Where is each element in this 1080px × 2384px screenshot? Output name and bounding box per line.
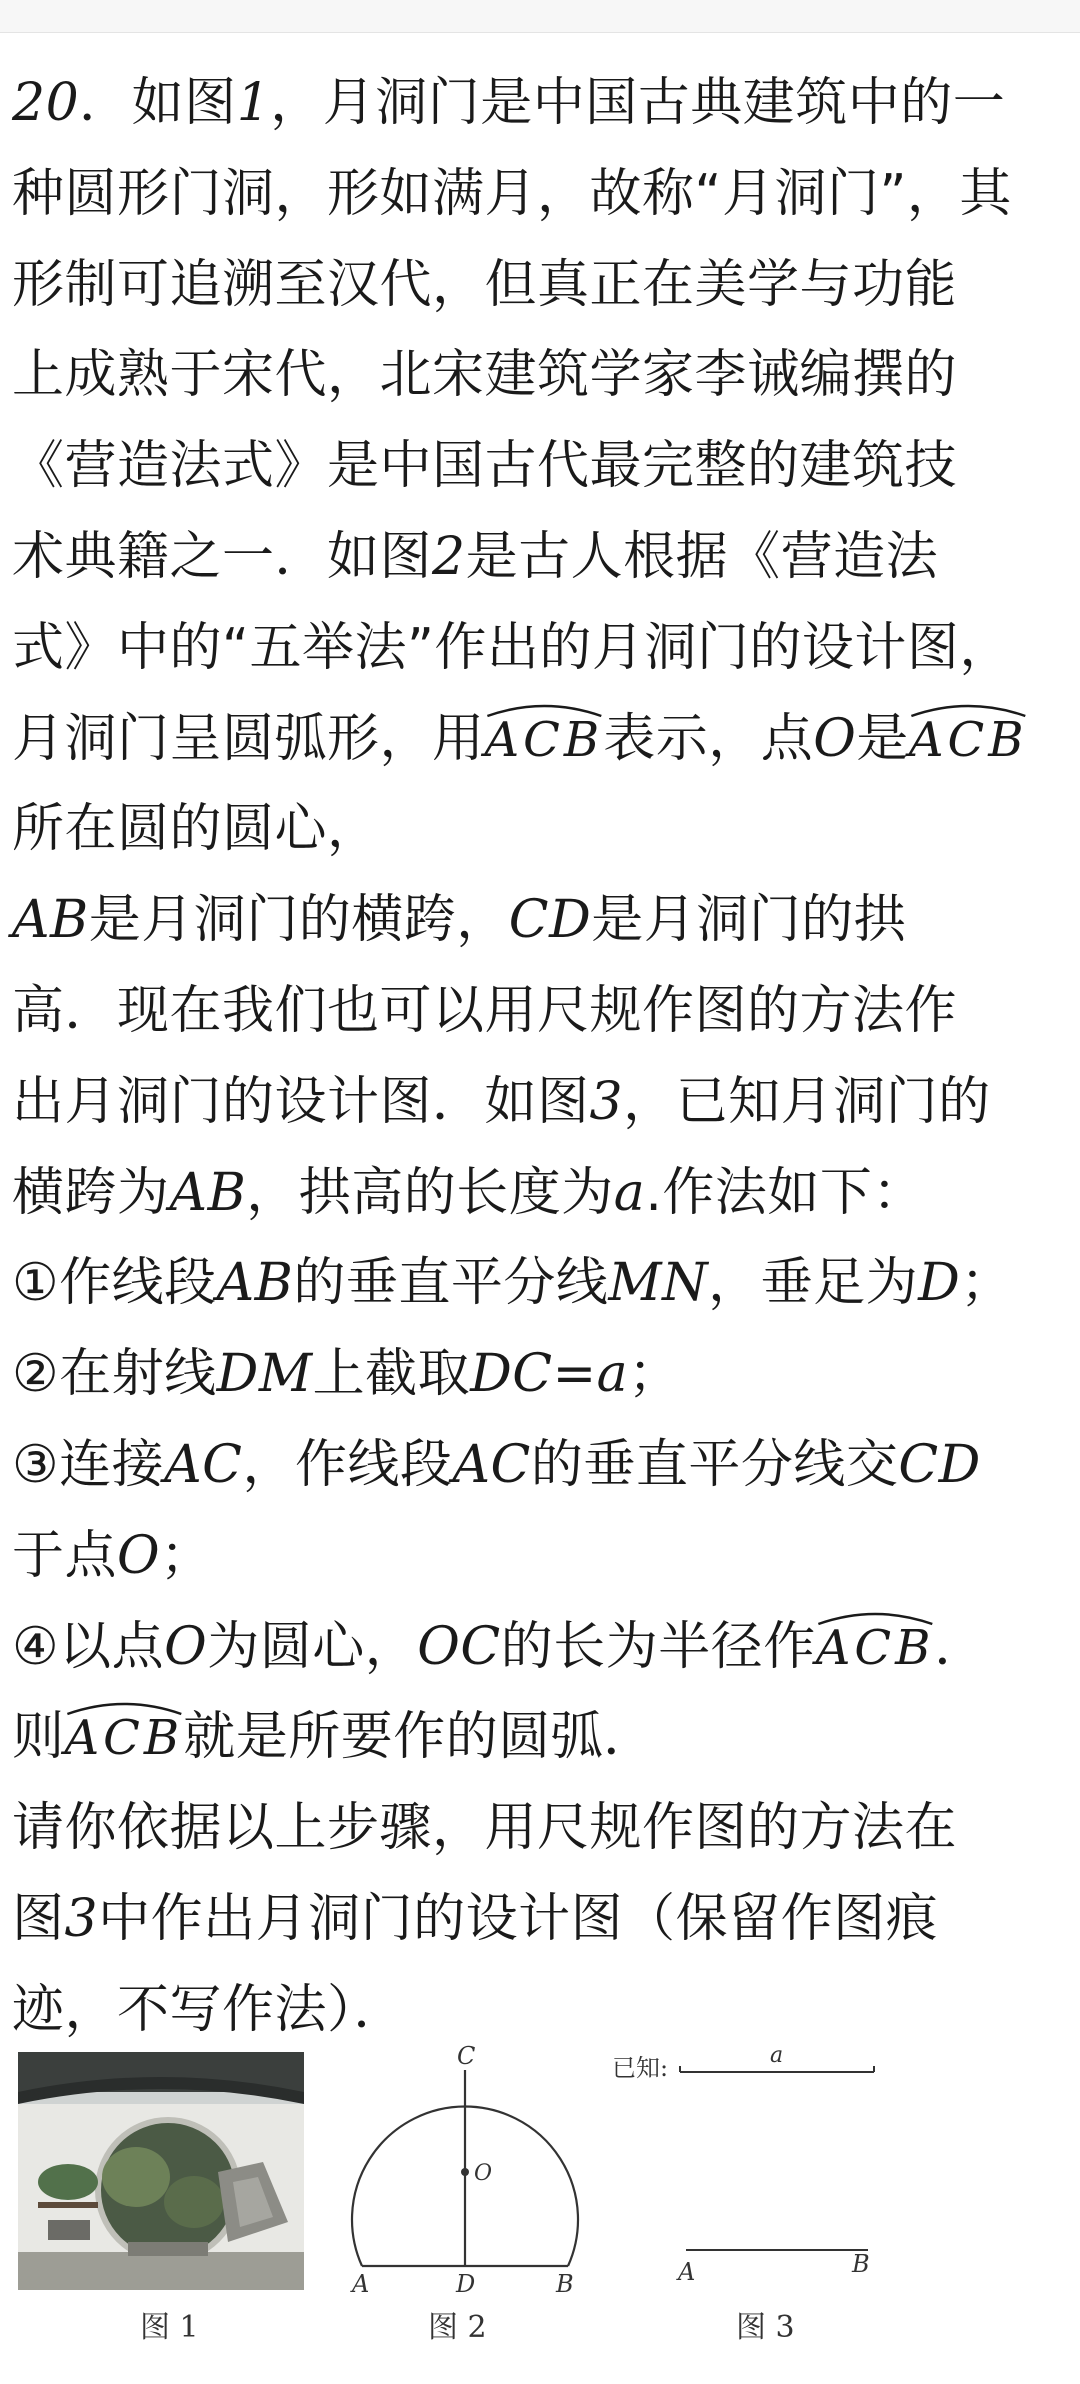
text-line-22: 迹，不写作法）． — [12, 1979, 407, 2040]
math: CD — [898, 1434, 981, 1495]
text-line-14 — [12, 1238, 1068, 1329]
text-line-17 — [12, 1511, 1068, 1602]
math: 3 — [64, 1888, 99, 1949]
text-line-13 — [12, 1148, 1068, 1239]
label-b: B — [556, 2270, 574, 2298]
label-a-point: A — [678, 2258, 696, 2286]
arc-icon — [65, 1700, 184, 1716]
text-line-3: 形制可追溯至汉代，但真正在美学与功能 — [12, 254, 958, 315]
text: 图 — [12, 1888, 65, 1949]
label-a: A — [352, 2270, 370, 2298]
text: ①作线段 — [12, 1253, 217, 1314]
arc-icon — [485, 702, 604, 718]
label-b-point: B — [852, 2250, 870, 2278]
math: CD — [508, 890, 592, 951]
figure-2-diagram — [332, 2040, 612, 2300]
text: ，月洞门是中国古典建筑中的一 — [270, 73, 1006, 133]
text: ，垂足为 — [708, 1253, 919, 1314]
math: ACB — [64, 1710, 184, 1767]
problem-text — [12, 58, 1068, 2056]
top-bar — [0, 0, 1080, 33]
moon-gate-photo — [18, 2052, 304, 2290]
known-label: 已知: — [612, 2054, 669, 2082]
text: 则 — [12, 1707, 65, 1768]
label-d: D — [456, 2270, 476, 2298]
text-line-18 — [12, 1602, 1068, 1693]
math: O — [164, 1616, 208, 1677]
math: O — [813, 708, 857, 769]
text-line-7: 式》中的“五举法”作出的月洞门的设计图， — [12, 617, 1012, 678]
text-line-11: 高．现在我们也可以用尺规作图的方法作 — [12, 980, 958, 1041]
math: OC — [417, 1616, 501, 1677]
text: ，拱高的长度为 — [246, 1162, 614, 1223]
text: ； — [160, 1525, 213, 1586]
problem-number: 20 — [12, 73, 80, 133]
text-line-4: 上成熟于宋代，北宋建筑学家李诫编撰的 — [12, 345, 958, 406]
text: ③连接 — [12, 1434, 165, 1495]
text: 横跨为 — [12, 1162, 170, 1223]
math: AB — [12, 890, 89, 951]
text: ； — [628, 1344, 681, 1405]
math: a — [613, 1162, 646, 1223]
text: 中作出月洞门的设计图（保留作图痕 — [98, 1888, 939, 1949]
math: 3 — [589, 1071, 624, 1132]
text: 就是所要作的圆弧． — [183, 1707, 656, 1768]
center-point — [461, 2168, 469, 2176]
math: AB — [216, 1253, 294, 1314]
math: ACB — [815, 1619, 935, 1676]
math: DM — [216, 1344, 313, 1405]
text: 术典籍之一．如图 — [12, 526, 433, 587]
math: AC — [452, 1434, 531, 1495]
text: 于点 — [12, 1525, 118, 1586]
text: 是 — [856, 708, 909, 769]
math: a — [596, 1344, 629, 1405]
math: D — [918, 1253, 961, 1314]
text-line-8 — [12, 694, 1068, 785]
text-line-2: 种圆形门洞，形如满月，故称“月洞门”，其 — [12, 163, 1012, 224]
text-line-5: 《营造法式》是中国古代最完整的建筑技 — [12, 436, 958, 497]
figure-1-caption: 图 1 — [140, 2310, 199, 2345]
figures-row — [12, 2040, 1072, 2345]
text-line-16 — [12, 1420, 1068, 1511]
text: = — [552, 1344, 597, 1405]
math: O — [117, 1525, 161, 1586]
text: 是月洞门的横跨， — [88, 890, 509, 951]
arc-acb — [908, 711, 1028, 768]
math: 1 — [236, 73, 271, 133]
text-line-19 — [12, 1692, 1068, 1783]
text: 的垂直平分线 — [293, 1253, 609, 1314]
arc-icon — [909, 702, 1028, 718]
text: ； — [960, 1253, 1013, 1314]
text: ．如图 — [79, 73, 237, 133]
text-line-21 — [12, 1874, 1068, 1965]
text-line-15 — [12, 1329, 1068, 1420]
text-line-10 — [12, 875, 1068, 966]
text: 的长为半径作 — [500, 1616, 816, 1677]
text: ，已知月洞门的 — [623, 1071, 991, 1132]
math: ACB — [908, 711, 1028, 768]
arc-acb — [64, 1710, 184, 1767]
math: AB — [169, 1162, 247, 1223]
label-a-length: a — [770, 2043, 784, 2068]
math: MN — [608, 1253, 709, 1314]
figure-3-diagram — [612, 2040, 912, 2300]
text: ，作线段 — [242, 1434, 453, 1495]
text: ②在射线 — [12, 1344, 217, 1405]
label-o: O — [474, 2161, 493, 2186]
text: 的垂直平分线交 — [530, 1434, 899, 1495]
text: ． — [934, 1616, 987, 1677]
math: AC — [164, 1434, 243, 1495]
text: 上截取 — [312, 1344, 471, 1405]
text: 是古人根据《营造法 — [465, 526, 939, 587]
text-line-1 — [12, 58, 1068, 149]
label-c: C — [457, 2042, 476, 2070]
text: 为圆心， — [207, 1616, 418, 1677]
arc-acb — [484, 711, 604, 768]
arc-acb — [815, 1619, 935, 1676]
math: DC — [470, 1344, 553, 1405]
figure-2-caption: 图 2 — [428, 2310, 487, 2345]
text: ④以点 — [12, 1616, 165, 1677]
text-line-9: 所在圆的圆心， — [12, 799, 380, 860]
text: 是月洞门的拱 — [591, 890, 907, 951]
text: .作法如下： — [645, 1162, 925, 1223]
text: 表示，点 — [603, 708, 814, 769]
figure-3-caption: 图 3 — [736, 2310, 795, 2345]
text-line-6 — [12, 512, 1068, 603]
text-line-20: 请你依据以上步骤，用尺规作图的方法在 — [12, 1798, 958, 1859]
math: ACB — [484, 711, 604, 768]
text: 月洞门呈圆弧形，用 — [12, 708, 485, 769]
text-line-12 — [12, 1057, 1068, 1148]
math: 2 — [432, 526, 466, 587]
text: 出月洞门的设计图．如图 — [12, 1071, 590, 1132]
arc-icon — [816, 1610, 935, 1626]
